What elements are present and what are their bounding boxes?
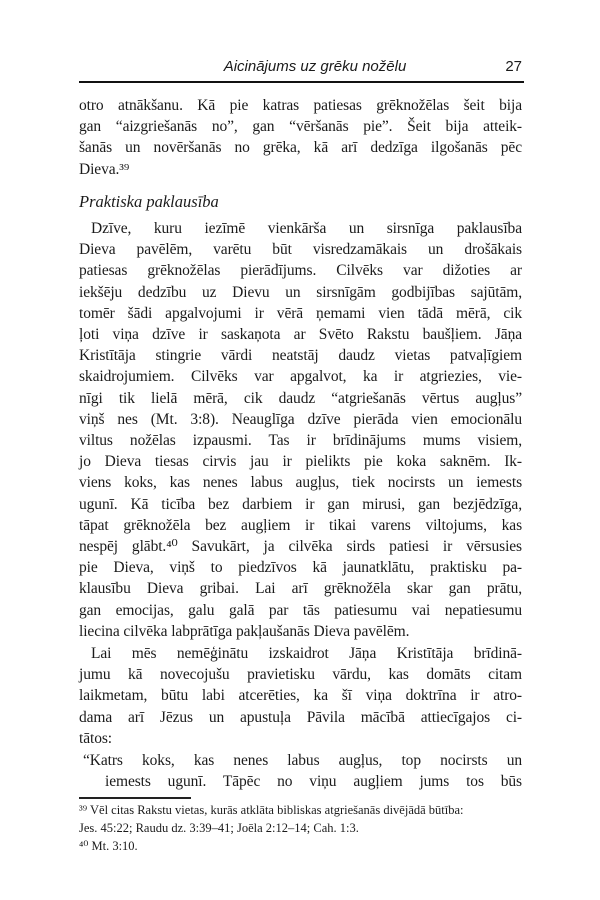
text-line: jumu kā novecojušu pravietisku vārdu, kas domāts citam [79, 666, 522, 684]
text-line: nīgi tik lielā mērā, cik daudz “atgriešanās vērtus augļus” [79, 389, 522, 407]
text-line: gan emocijas, galu galā par tās patiesumu vai nepatiesumu [79, 601, 522, 619]
text-line: jo Dieva tiesas cirvis jau ir pielikts pie koka saknēm. Ik- [79, 453, 522, 471]
text-line: ļoti viņa dzīve ir saskaņota ar Svēto Rakstu baušļiem. Jāņa [79, 326, 522, 344]
body-paragraph-2 [79, 218, 522, 642]
running-header-title: Aicinājums uz grēku nožēlu [223, 58, 407, 75]
header-rule [79, 81, 524, 83]
text-line: patiesas grēknožēlas pierādījums. Cilvēks var dižoties ar [79, 262, 522, 280]
text-line: tātos: [79, 729, 112, 747]
text-line: Kristītāja stingrie vārdi neatstāj daudz vietas patvaļīgiem [79, 347, 522, 365]
text-line: Dieva pavēlēm, varētu būt visredzamākais un drošākais [79, 241, 522, 259]
body-paragraph-continuation [79, 95, 522, 180]
quote-line: iemests ugunī. Tāpēc no viņu augļiem jums tos būs [105, 773, 522, 791]
text-line: viltus nožēlas izpausmi. Tas ir brīdinājums mums visiem, [79, 432, 522, 450]
text-line: Lai mēs nemēģinātu izskaidrot Jāņa Kristītāja brīdinā- [91, 645, 522, 662]
text-line: liecina cilvēka labprātīga pakļaušanās Dieva pavēlēm. [79, 622, 410, 640]
text-line: klausību Dieva gribai. Lai arī grēknožēla skar gan prātu, [79, 580, 522, 598]
text-line: pie Dieva, viņš to piedzīvos kā jaunatklātu, praktisku pa- [79, 559, 522, 577]
text-line: otro atnākšanu. Kā pie katras patiesas grēknožēlas šeit bija [79, 97, 522, 114]
body-paragraph-3 [79, 643, 522, 749]
footnote-separator [79, 797, 191, 799]
text-line: gan “aizgriešanās no”, gan “vēršanās pie”. Šeit bija atteik- [79, 118, 522, 136]
text-line: iekšēju dedzību uz Dievu un sirsnīgām godbijības sajūtām, [79, 283, 522, 301]
block-quote [83, 750, 522, 792]
text-line: šanās un novēršanās no grēka, kā arī dedzīga ilgošanās pēc [79, 139, 522, 157]
section-heading: Praktiska paklausība [79, 192, 219, 211]
text-line: dama arī Jēzus un apustuļa Pāvila mācībā attiecīgajos ci- [79, 708, 522, 726]
text-line: nespēj glābt.⁴⁰ Savukārt, ja cilvēka sirds patiesi ir vērsusies [79, 538, 522, 556]
text-line: viņš nes (Mt. 3:8). Neauglīga dzīve pierāda vien emocionālu [79, 410, 522, 428]
quote-line: “Katrs koks, kas nenes labus augļus, top nocirsts un [83, 752, 522, 769]
running-header [79, 57, 523, 77]
text-line: tomēr šādi apgalvojumi ir vērā ņemami vien tādā mērā, cik [79, 304, 522, 322]
footnote-line: ³⁹ Vēl citas Rakstu vietas, kurās atklāta bibliskas atgriešanās divējādā būtība: [79, 803, 464, 817]
page-number: 27 [505, 58, 522, 75]
footnote-line: ⁴⁰ Mt. 3:10. [79, 838, 138, 853]
text-line: ugunī. Kā ticība bez darbiem ir gan mirusi, gan bezjēdzīga, [79, 495, 522, 513]
text-line: skaidrojumiem. Cilvēks var apgalvot, ka ir atgriezies, vie- [79, 368, 522, 386]
text-line: laikmetam, būtu labi atcerēties, ka šī viņa doktrīna ir atro- [79, 687, 522, 705]
footnotes-block [79, 802, 522, 855]
footnote-line: Jes. 45:22; Raudu dz. 3:39–41; Joēla 2:12–14; Cah. 1:3. [79, 820, 359, 835]
text-line: tāpat grēknožēla bez augļiem ir tikai varens viltojums, kas [79, 516, 522, 534]
text-line: Dieva.³⁹ [79, 160, 130, 178]
text-line: viens koks, kas nenes labus augļus, tiek nocirsts un iemests [79, 474, 522, 492]
text-line: Dzīve, kuru iezīmē vienkārša un sirsnīga paklausība [91, 220, 522, 237]
